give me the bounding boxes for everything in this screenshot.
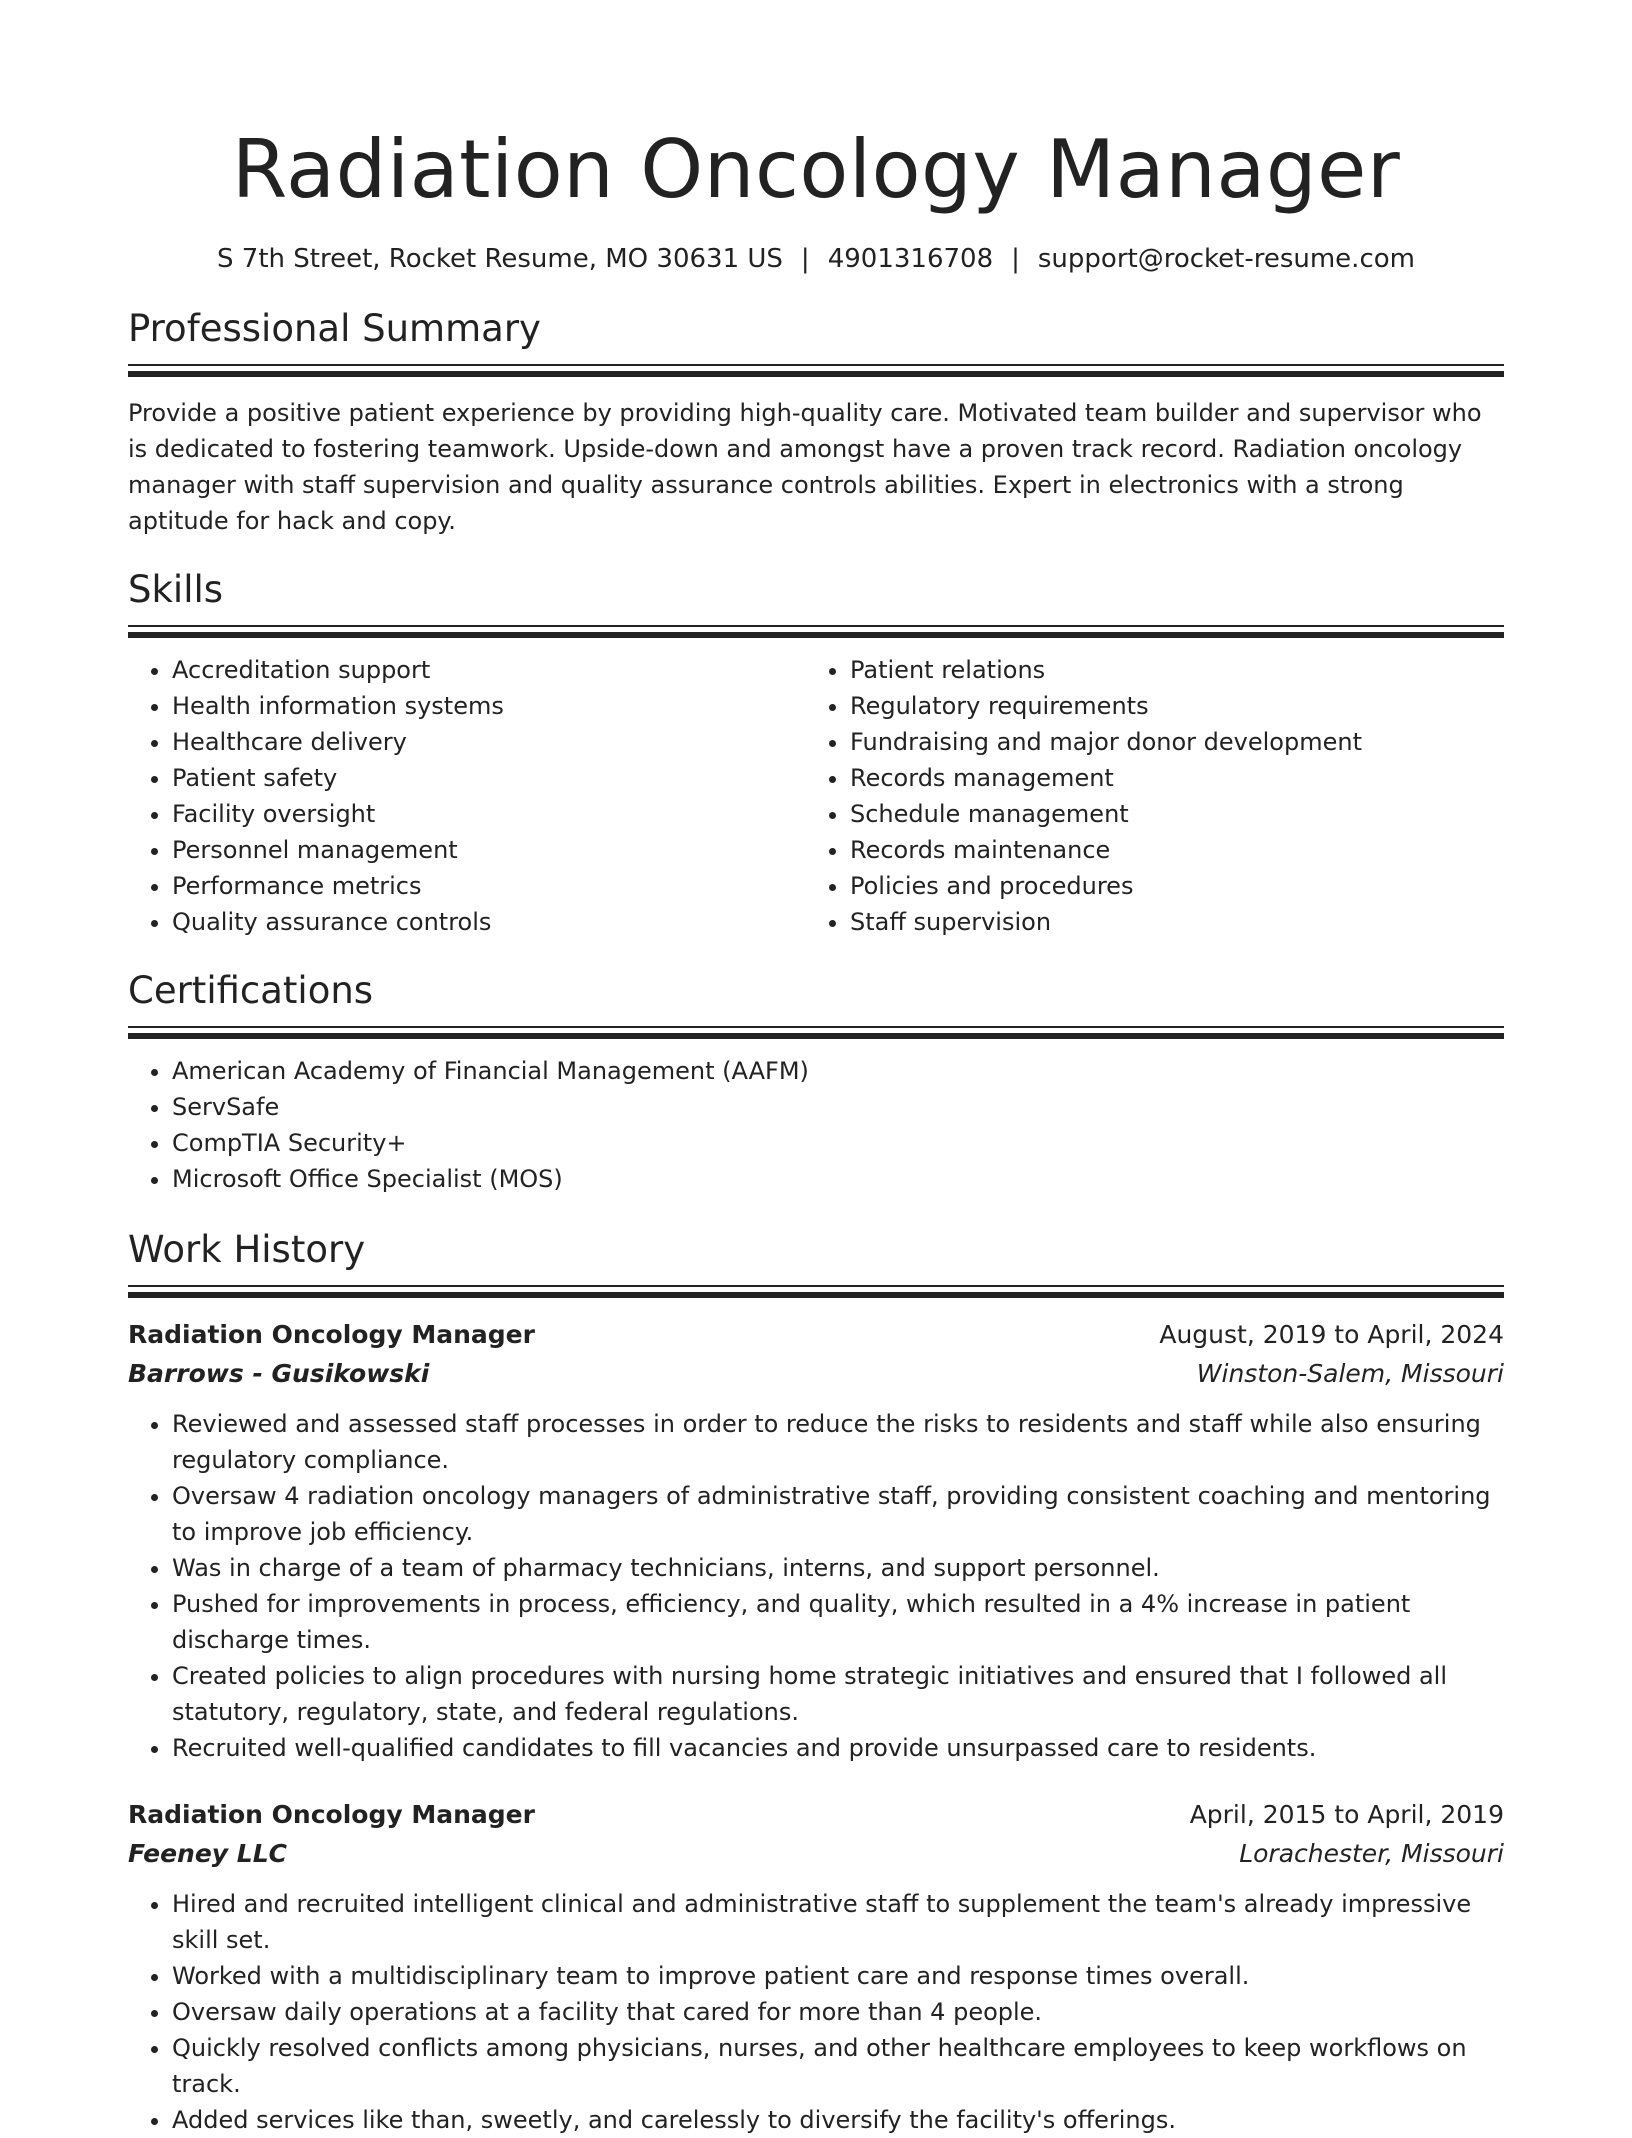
- skill-item: • Healthcare delivery: [172, 724, 806, 760]
- skill-item: • Policies and procedures: [850, 868, 1484, 904]
- candidate-name: Radiation Oncology Manager: [231, 123, 1401, 216]
- skill-item: • Facility oversight: [172, 796, 806, 832]
- skills-list-left: [128, 652, 806, 940]
- section-divider: [128, 1026, 1504, 1039]
- job-title: Radiation Oncology Manager: [128, 1320, 535, 1349]
- job-bullets: [128, 1406, 1504, 1766]
- job-title: Radiation Oncology Manager: [128, 1800, 535, 1829]
- job-bullet: • Hired and recruited intelligent clinical and administrative staff to supplement the team's already impressive skill set.: [172, 1886, 1504, 1958]
- skill-item: • Personnel management: [172, 832, 806, 868]
- summary-section: [128, 306, 1504, 539]
- certification-item: • ServSafe: [172, 1089, 1504, 1125]
- summary-text: Provide a positive patient experience by providing high-quality care. Motivated team builder and supervisor who is dedicated to fostering teamwork. Upside-down and amongst have a proven track record. Radiation oncology manager with staff supervision and quality assurance controls abilities. Expert in electronics with a strong aptitude for hack and copy.: [128, 399, 1482, 535]
- job-entry: [128, 1316, 1504, 1766]
- skills-columns: [128, 652, 1504, 940]
- job-company: Barrows - Gusikowski: [128, 1359, 430, 1388]
- skill-item: • Regulatory requirements: [850, 688, 1484, 724]
- certification-item: • American Academy of Financial Management (AAFM): [172, 1053, 1504, 1089]
- resume-page: [128, 0, 1504, 2138]
- skill-item: • Accreditation support: [172, 652, 806, 688]
- section-title-work-history: Work History: [128, 1228, 366, 1271]
- job-bullet: • Was in charge of a team of pharmacy technicians, interns, and support personnel.: [172, 1550, 1504, 1586]
- contact-email[interactable]: support@rocket-resume.com: [1037, 244, 1415, 274]
- skill-item: • Patient safety: [172, 760, 806, 796]
- job-location: Lorachester, Missouri: [1239, 1839, 1504, 1868]
- section-title-summary: Professional Summary: [128, 307, 541, 350]
- skill-item: • Performance metrics: [172, 868, 806, 904]
- job-bullet: • Oversaw 4 radiation oncology managers of administrative staff, providing consistent coaching and mentoring to improve job efficiency.: [172, 1478, 1504, 1550]
- contact-separator: |: [1011, 244, 1020, 274]
- section-divider: [128, 364, 1504, 377]
- work-history-section: [128, 1227, 1504, 2138]
- certifications-list: [128, 1053, 1504, 1197]
- job-dates: April, 2015 to April, 2019: [1189, 1800, 1504, 1829]
- skill-item: • Staff supervision: [850, 904, 1484, 940]
- job-bullet: • Recruited well-qualified candidates to fill vacancies and provide unsurpassed care to residents.: [172, 1730, 1504, 1766]
- skill-item: • Fundraising and major donor development: [850, 724, 1484, 760]
- contact-phone: 4901316708: [827, 244, 994, 274]
- skill-item: • Patient relations: [850, 652, 1484, 688]
- certification-item: • CompTIA Security+: [172, 1125, 1504, 1161]
- contact-line: [128, 242, 1504, 276]
- contact-separator: |: [800, 244, 810, 274]
- job-subheader: [128, 1354, 1504, 1394]
- contact-address: S 7th Street, Rocket Resume, MO 30631 US: [217, 244, 783, 274]
- job-header: [128, 1316, 1504, 1354]
- skills-section: [128, 567, 1504, 940]
- section-divider: [128, 1285, 1504, 1298]
- skill-item: • Records management: [850, 760, 1484, 796]
- skill-item: • Schedule management: [850, 796, 1484, 832]
- job-bullet: • Added services like than, sweetly, and carelessly to diversify the facility's offerings.: [172, 2102, 1504, 2138]
- job-bullet: • Created policies to align procedures with nursing home strategic initiatives and ensured that I followed all statutory, regulatory, state, and federal regulations.: [172, 1658, 1504, 1730]
- job-bullets: [128, 1886, 1504, 2138]
- job-header: [128, 1796, 1504, 1834]
- job-dates: August, 2019 to April, 2024: [1159, 1320, 1504, 1349]
- job-bullet: • Pushed for improvements in process, efficiency, and quality, which resulted in a 4% increase in patient discharge times.: [172, 1586, 1504, 1658]
- section-title-skills: Skills: [128, 568, 224, 611]
- section-title-certifications: Certifications: [128, 969, 374, 1012]
- job-location: Winston-Salem, Missouri: [1196, 1359, 1504, 1388]
- job-bullet: • Reviewed and assessed staff processes in order to reduce the risks to residents and staff while also ensuring regulatory compliance.: [172, 1406, 1504, 1478]
- job-company: Feeney LLC: [128, 1839, 288, 1868]
- certifications-section: [128, 968, 1504, 1197]
- job-bullet: • Oversaw daily operations at a facility that cared for more than 4 people.: [172, 1994, 1504, 2030]
- skill-item: • Quality assurance controls: [172, 904, 806, 940]
- job-bullet: • Quickly resolved conflicts among physicians, nurses, and other healthcare employees to keep workflows on track.: [172, 2030, 1504, 2102]
- job-entry: [128, 1796, 1504, 2138]
- skill-item: • Records maintenance: [850, 832, 1484, 868]
- job-subheader: [128, 1834, 1504, 1874]
- job-bullet: • Worked with a multidisciplinary team to improve patient care and response times overall.: [172, 1958, 1504, 1994]
- skills-list-right: [806, 652, 1484, 940]
- skill-item: • Health information systems: [172, 688, 806, 724]
- section-divider: [128, 625, 1504, 638]
- certification-item: • Microsoft Office Specialist (MOS): [172, 1161, 1504, 1197]
